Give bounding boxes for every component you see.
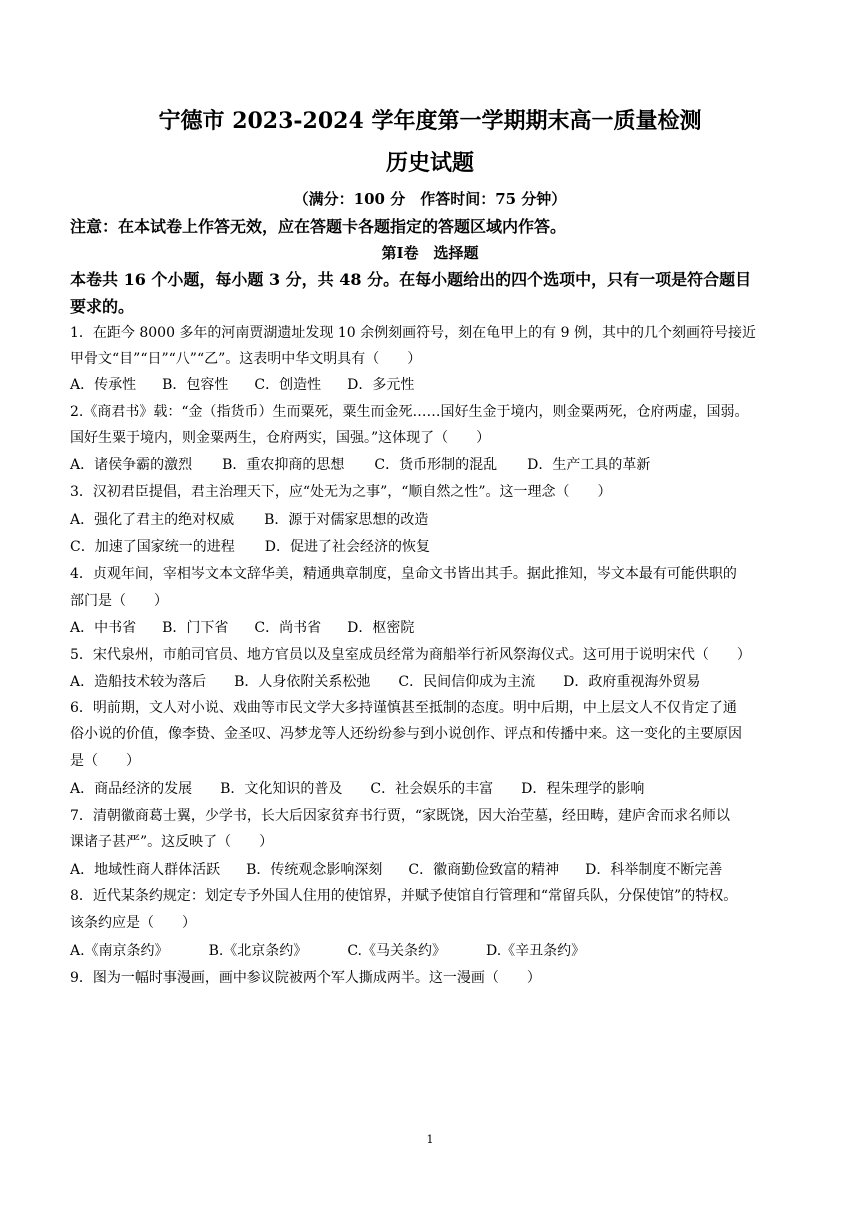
- question-4-line: 4．贞观年间，宰相岑文本文辞华美，精通典章制度，皇命文书皆出其手。据此推知，岑文本最有可能供职的: [70, 566, 737, 582]
- question-6-option: B．文化知识的普及: [220, 781, 343, 797]
- question-8-line: 该条约应是（ ）: [70, 915, 196, 931]
- section-title: 第Ⅰ卷 选择题: [381, 244, 479, 262]
- question-2-option: A．诸侯争霸的激烈: [70, 457, 193, 473]
- question-4-option: B．门下省: [162, 620, 229, 636]
- question-5-option: B．人身依附关系松弛: [234, 674, 371, 690]
- question-7-option: B．传统观念影响深刻: [246, 862, 383, 878]
- question-2-line: 国好生粟于境内，则金粟两生，仓府两实，国强。”这体现了（ ）: [70, 430, 491, 446]
- question-2-line: 2.《商君书》载：“金（指货币）生而粟死，粟生而金死……国好生金于境内，则金粟两死，仓府两虚，国弱。: [70, 404, 749, 420]
- question-1-options: [70, 375, 440, 395]
- question-1-option: A．传承性: [70, 377, 137, 393]
- question-3-options: [70, 537, 460, 557]
- question-8-option: A.《南京条约》: [70, 943, 169, 959]
- question-7-option: A．地域性商人群体活跃: [70, 862, 221, 878]
- question-8-options: [70, 941, 625, 961]
- question-6-line: 俗小说的价值，像李贽、金圣叹、冯梦龙等人还纷纷参与到小说创作、评点和传播中来。这一变化的主要原因: [70, 726, 742, 742]
- question-6-line: 6．明前期，文人对小说、戏曲等市民文学大多持谨慎甚至抵制的态度。明中后期，中上层文人不仅肯定了通: [70, 700, 737, 716]
- exam-subtitle: 历史试题: [385, 150, 474, 176]
- question-3-option: B．源于对儒家思想的改造: [264, 512, 429, 528]
- question-5-options: [70, 672, 728, 692]
- question-2-option: D．生产工具的革新: [527, 457, 651, 473]
- question-4-line: 部门是（ ）: [70, 593, 168, 609]
- question-1-option: C．创造性: [254, 377, 322, 393]
- question-2-options: [70, 455, 680, 475]
- instructions-line-2: 要求的。: [70, 297, 135, 316]
- exam-title: 宁德市 2023-2024 学年度第一学期期末高一质量检测: [158, 108, 702, 134]
- question-5-option: A．造船技术较为落后: [70, 674, 207, 690]
- question-3-option: A．强化了君主的绝对权威: [70, 512, 235, 528]
- question-3-line: 3．汉初君臣提倡，君主治理天下，应“处无为之事”，“顺自然之性”。这一理念（ ）: [70, 484, 612, 500]
- question-1-option: D．多元性: [347, 377, 415, 393]
- question-8-option: D.《辛丑条约》: [485, 943, 586, 959]
- question-9-line: 9．图为一幅时事漫画，画中参议院被两个军人撕成两半。这一漫画（ ）: [70, 970, 541, 986]
- question-2-option: C．货币形制的混乱: [374, 457, 498, 473]
- question-1-option: B．包容性: [162, 377, 229, 393]
- question-7-option: D．科举制度不断完善: [585, 862, 723, 878]
- question-6-line: 是（ ）: [70, 753, 140, 769]
- question-3-options: [70, 510, 458, 530]
- question-7-options: [70, 860, 748, 880]
- question-4-option: A．中书省: [70, 620, 137, 636]
- question-8-option: B.《北京条约》: [208, 943, 308, 959]
- question-7-line: 课诸子甚严”。这反映了（ ）: [70, 834, 274, 850]
- page-number: 1: [426, 1133, 434, 1146]
- question-6-option: A．商品经济的发展: [70, 781, 193, 797]
- question-6-options: [70, 779, 672, 799]
- exam-meta: （满分：100 分 作答时间：75 分钟）: [293, 190, 567, 208]
- question-5-line: 5．宋代泉州，市舶司官员、地方官员以及皇室成员经常为商船举行祈风祭海仪式。这可用于说明宋代（ ）: [70, 647, 751, 663]
- notice: 注意：在本试卷上作答无效，应在答题卡各题指定的答题区域内作答。: [70, 217, 567, 236]
- question-8-line: 8．近代某条约规定：划定专予外国人住用的使馆界，并赋予使馆自行管理和“常留兵队，分保使馆”的特权。: [70, 888, 738, 904]
- question-4-option: D．枢密院: [347, 620, 415, 636]
- question-5-option: C．民间信仰成为主流: [398, 674, 536, 690]
- question-7-option: C．徽商勤俭致富的精神: [408, 862, 560, 878]
- question-3-option: C．加速了国家统一的进程: [70, 539, 235, 555]
- question-1-line: 1．在距今 8000 多年的河南贾湖遗址发现 10 余例刻画符号，刻在龟甲上的有 9 例，其中的几个刻画符号接近: [70, 325, 756, 341]
- question-6-option: D．程朱理学的影响: [521, 781, 645, 797]
- question-3-option: D．促进了社会经济的恢复: [264, 539, 430, 555]
- question-8-option: C.《马关条约》: [347, 943, 446, 959]
- instructions-line-1: 本卷共 16 个小题，每小题 3 分，共 48 分。在每小题给出的四个选项中，只有一项是符合题目: [70, 270, 752, 289]
- question-7-line: 7．清朝徽商葛士翼，少学书，长大后因家贫弃书行贾，“家既饶，因大治茔墓，经田畴，建庐舍而求名师以: [70, 808, 731, 824]
- question-5-option: D．政府重视海外贸易: [563, 674, 701, 690]
- question-6-option: C．社会娱乐的丰富: [370, 781, 494, 797]
- question-1-line: 甲骨文“目”“日”“八”“乙”。这表明中华文明具有（ ）: [70, 351, 422, 367]
- question-4-option: C．尚书省: [254, 620, 322, 636]
- question-2-option: B．重农抑商的思想: [222, 457, 345, 473]
- question-4-options: [70, 618, 440, 638]
